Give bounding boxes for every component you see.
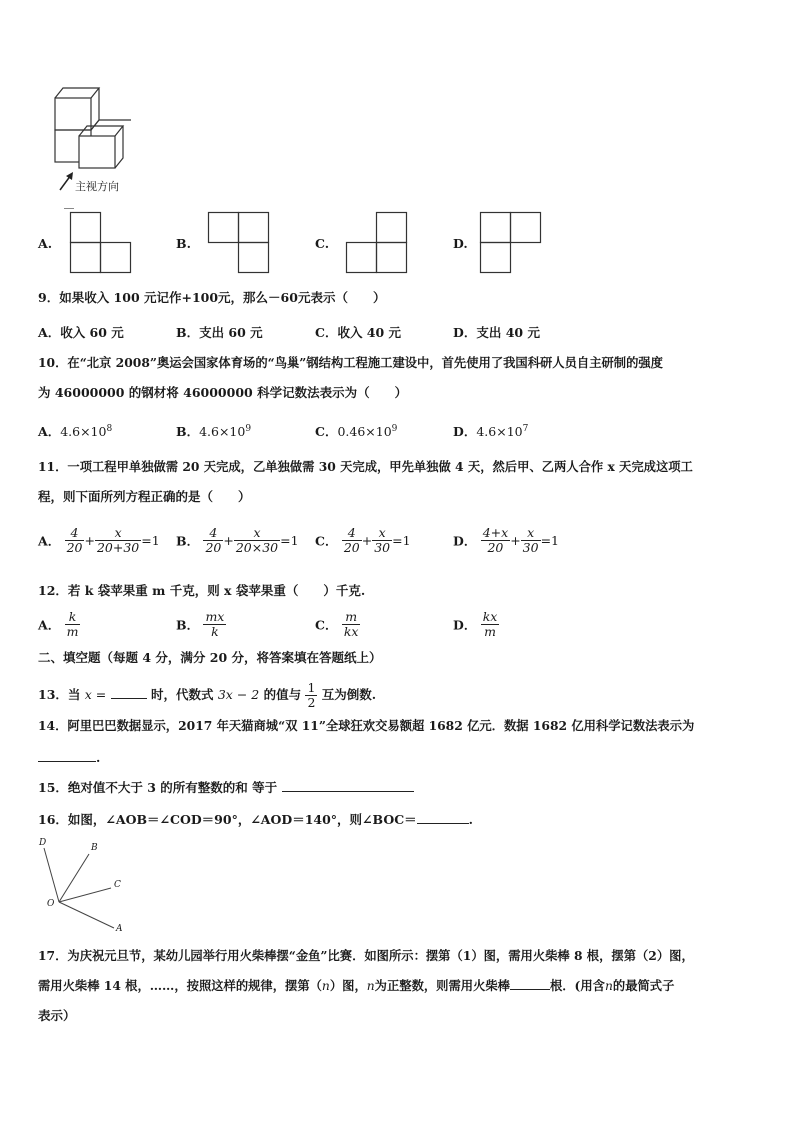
q17-line3: 表示） xyxy=(38,1008,76,1023)
q17-answer-blank[interactable] xyxy=(510,989,550,990)
q10-option-c: C．$0.46\times 10^9$ xyxy=(315,424,398,439)
q17-line2: 需用火柴棒 14 根，……，按照这样的规律，摆第（n）图，n为正整数，则需用火柴棒 根．(用含n的最简式子 xyxy=(38,978,675,993)
q8-option-a-letter: A. xyxy=(38,236,53,251)
q14-answer-blank[interactable] xyxy=(38,761,96,762)
q10-option-b: B．$4.6\times 10^9$ xyxy=(176,424,252,439)
q8-option-c-shape xyxy=(346,212,416,282)
q9-option-a: A．收入 60 元 xyxy=(38,325,124,340)
q8-option-d-letter: D. xyxy=(453,236,468,251)
q13-line: 13．当 x = 时，代数式 3x − 2 的值与 $\frac{1}{2}$ 互为倒数. xyxy=(38,680,377,710)
q11-option-c: C． $\frac{4}{20}$ + $\frac{x}{30}$ =1 xyxy=(315,525,411,555)
q11-option-b: B． $\frac{4}{20}$ + $\frac{x}{20\times 30}$ =1 xyxy=(176,525,299,555)
view-direction-label: 主视方向 xyxy=(75,180,119,193)
q12-option-b: B． $\frac{mx}{k}$ xyxy=(176,609,225,639)
q12-option-d: D． $\frac{kx}{m}$ xyxy=(453,609,498,639)
q14-stem: 14．阿里巴巴数据显示，2017 年天猫商城“双 11”全球狂欢交易额超 1682 亿元．数据 1682 亿用科学记数法表示为 xyxy=(38,718,695,733)
q15-line: 15．绝对值不大于 3 的所有整数的和 等于 xyxy=(38,780,414,796)
q11-option-a: A． $\frac{4}{20}$ + $\frac{x}{20+30}$ =1 xyxy=(38,525,160,555)
q8-option-c-letter: C. xyxy=(315,236,330,251)
divider-mark xyxy=(64,208,74,209)
q16-label-c: C xyxy=(114,880,121,890)
q16-line: 16．如图，∠AOB＝∠COD＝90°，∠AOD＝140°，则∠BOC＝ . xyxy=(38,812,474,827)
q16-label-o: O xyxy=(47,899,55,909)
q8-option-b-shape xyxy=(208,212,278,282)
q15-answer-blank[interactable] xyxy=(282,791,414,792)
q9-option-b: B．支出 60 元 xyxy=(176,325,263,340)
q12-option-c: C． $\frac{m}{kx}$ xyxy=(315,609,359,639)
q11-stem-line2: 程，则下面所列方程正确的是（ ） xyxy=(38,489,251,504)
section-fill-in-heading: 二、填空题（每题 4 分，满分 20 分，将答案填在答题纸上） xyxy=(38,650,382,665)
q13-answer-blank[interactable] xyxy=(111,698,147,699)
q10-stem-line1: 10．在“北京 2008”奥运会国家体育场的“鸟巢”钢结构工程施工建设中，首先使用了我国科研人员自主研制的强度 xyxy=(38,355,663,370)
q16-label-a: A xyxy=(116,924,123,934)
q10-stem-line2: 为 46000000 的钢材将 46000000 科学记数法表示为（ ） xyxy=(38,385,408,400)
q8-option-d-shape xyxy=(480,212,550,282)
q11-option-d: D． $\frac{4+x}{20}$ + $\frac{x}{30}$ =1 xyxy=(453,525,560,555)
q12-option-a: A． $\frac{k}{m}$ xyxy=(38,609,79,639)
q16-answer-blank[interactable] xyxy=(417,823,469,824)
q9-stem: 9．如果收入 100 元记作+100元，那么－60元表示（ ） xyxy=(38,290,386,305)
q16-label-d: D xyxy=(39,838,47,848)
q8-option-a-shape xyxy=(70,212,140,282)
q10-option-d: D．$4.6\times 10^7$ xyxy=(453,424,529,439)
q11-stem-line1: 11．一项工程甲单独做需 20 天完成，乙单独做需 30 天完成，甲先单独做 4 天，然后甲、乙两人合作 x 天完成这项工 xyxy=(38,459,693,474)
q10-option-a: A．$4.6\times 10^8$ xyxy=(38,424,113,439)
q16-label-b: B xyxy=(91,843,98,853)
q14-answer-line: . xyxy=(38,750,100,766)
q17-line1: 17．为庆祝元旦节，某幼儿园举行用火柴棒摆“金鱼”比赛．如图所示：摆第（1）图，需用火柴棒 8 根，摆第（2）图， xyxy=(38,948,694,963)
q9-option-c: C．收入 40 元 xyxy=(315,325,402,340)
q12-stem: 12．若 k 袋苹果重 m 千克，则 x 袋苹果重（ ）千克. xyxy=(38,583,366,598)
q9-option-d: D．支出 40 元 xyxy=(453,325,540,340)
q8-option-b-letter: B. xyxy=(176,236,191,251)
